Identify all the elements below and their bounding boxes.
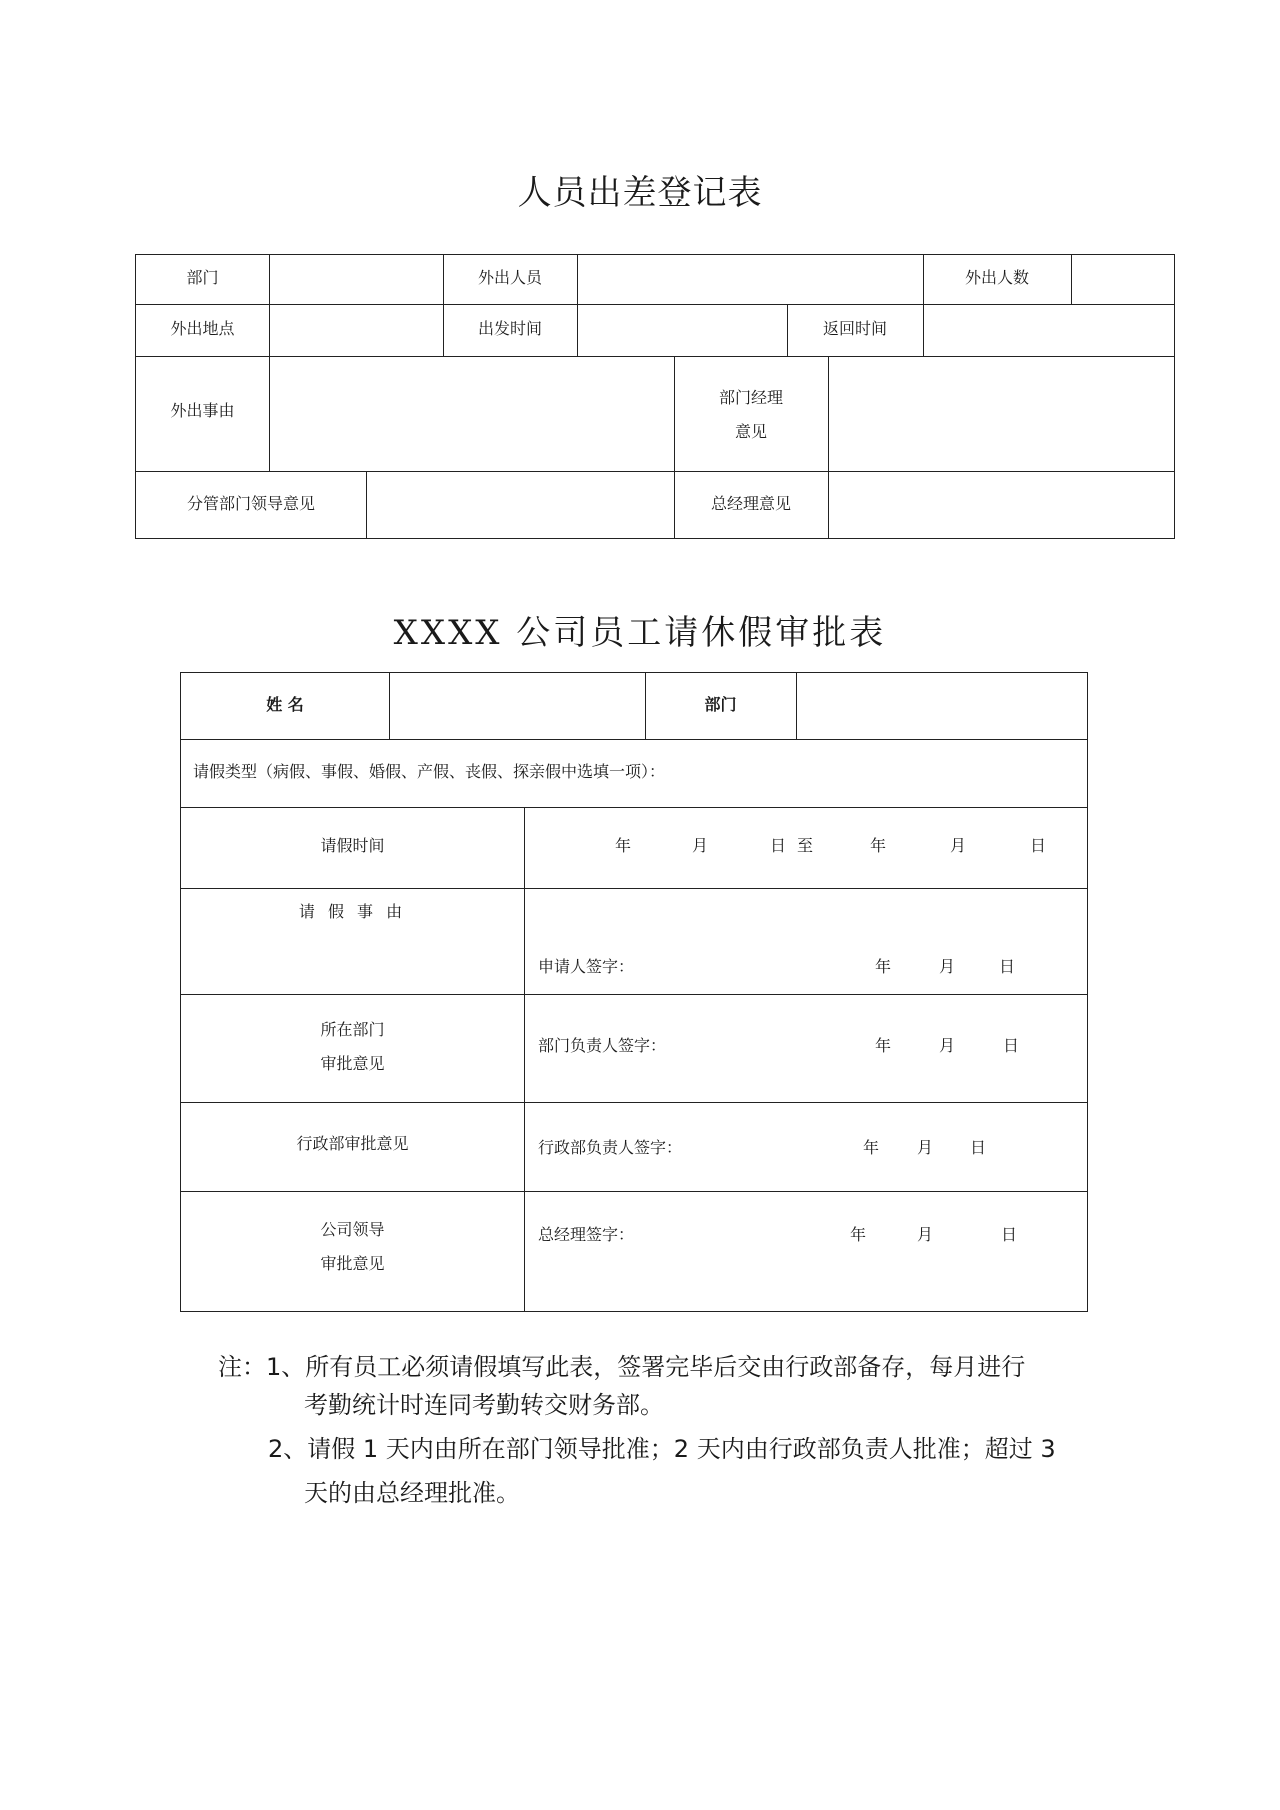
to-year: 年 [870,836,887,855]
gm-year: 年 [850,1225,867,1244]
dept-head-day: 日 [1003,1036,1020,1055]
reason-label: 外出事由 [170,401,235,420]
company-approval-line1: 公司领导 [320,1220,385,1239]
name-input[interactable] [390,673,644,739]
manager-opinion-label [674,381,828,449]
admin-head-signature-label: 行政部负责人签字： [538,1138,683,1157]
count-label: 外出人数 [964,268,1029,287]
name-label: 姓 名 [266,695,304,714]
dept-approval-line1: 所在部门 [320,1020,385,1039]
from-month: 月 [692,836,709,855]
note-1-line-2: 考勤统计时连同考勤转交财务部。 [304,1391,664,1419]
company-approval-label [181,1213,524,1281]
leave-reason-input[interactable] [525,889,1087,994]
staff-label: 外出人员 [477,268,542,287]
leave-type-label: 请假类型（病假、事假、婚假、产假、丧假、探亲假中选填一项）： [193,762,666,781]
note-2-line-2: 天的由总经理批准。 [304,1479,520,1507]
depart-label: 出发时间 [477,319,542,338]
applicant-signature-label: 申请人签字： [538,957,635,976]
dept-approval-input[interactable] [525,995,1087,1102]
from-year: 年 [615,836,632,855]
admin-approval-input[interactable] [525,1103,1087,1191]
leave-time-value[interactable] [525,808,1087,888]
gm-opinion-input[interactable] [829,472,1174,538]
leader-opinion-label: 分管部门领导意见 [186,494,315,513]
leave-dept-label: 部门 [704,695,737,714]
dept-label: 部门 [186,268,219,287]
gm-month: 月 [917,1225,934,1244]
dept-head-month: 月 [939,1036,956,1055]
gm-signature-label: 总经理签字： [538,1225,635,1244]
applicant-day: 日 [999,957,1016,976]
company-approval-input[interactable] [525,1192,1087,1311]
dept-approval-line2: 审批意见 [320,1054,385,1073]
notes-prefix: 注： [218,1353,266,1381]
leave-reason-label: 请 假 事 由 [298,902,407,921]
note-1-line-1: 1、所有员工必须请假填写此表，签署完毕后交由行政部备存，每月进行 [266,1353,1026,1381]
notes [218,1348,1118,1512]
leave-time-label: 请假时间 [320,836,385,855]
admin-head-year: 年 [863,1138,880,1157]
admin-head-day: 日 [970,1138,987,1157]
admin-head-month: 月 [917,1138,934,1157]
return-label: 返回时间 [822,319,887,338]
applicant-year: 年 [875,957,892,976]
gm-day: 日 [1001,1225,1018,1244]
place-input[interactable] [270,305,442,356]
applicant-month: 月 [939,957,956,976]
count-input[interactable] [1072,255,1174,304]
note-2-line-1: 2、请假 1 天内由所在部门领导批准；2 天内由行政部负责人批准；超过 3 [268,1435,1056,1463]
admin-approval-label: 行政部审批意见 [296,1134,409,1153]
depart-input[interactable] [578,305,786,356]
from-day: 日 [770,836,787,855]
place-label: 外出地点 [170,319,235,338]
dept-approval-label [181,1013,524,1081]
travel-form [135,254,1175,539]
company-approval-line2: 审批意见 [320,1254,385,1273]
dept-head-year: 年 [875,1036,892,1055]
gm-opinion-label: 总经理意见 [710,494,791,513]
leave-form-title: XXXX 公司员工请休假审批表 [393,613,887,653]
manager-opinion-line2: 意见 [734,422,767,441]
dept-input[interactable] [270,255,442,304]
reason-input[interactable] [270,357,673,471]
to-label: 至 [797,836,814,855]
travel-form-title: 人员出差登记表 [517,173,763,213]
leave-dept-input[interactable] [797,673,1087,739]
manager-opinion-input[interactable] [829,357,1174,471]
staff-input[interactable] [578,255,922,304]
manager-opinion-line1: 部门经理 [718,388,783,407]
to-day: 日 [1030,836,1047,855]
to-month: 月 [950,836,967,855]
dept-head-signature-label: 部门负责人签字： [538,1036,667,1055]
leave-form [180,672,1088,1312]
leader-opinion-input[interactable] [367,472,673,538]
return-input[interactable] [924,305,1174,356]
